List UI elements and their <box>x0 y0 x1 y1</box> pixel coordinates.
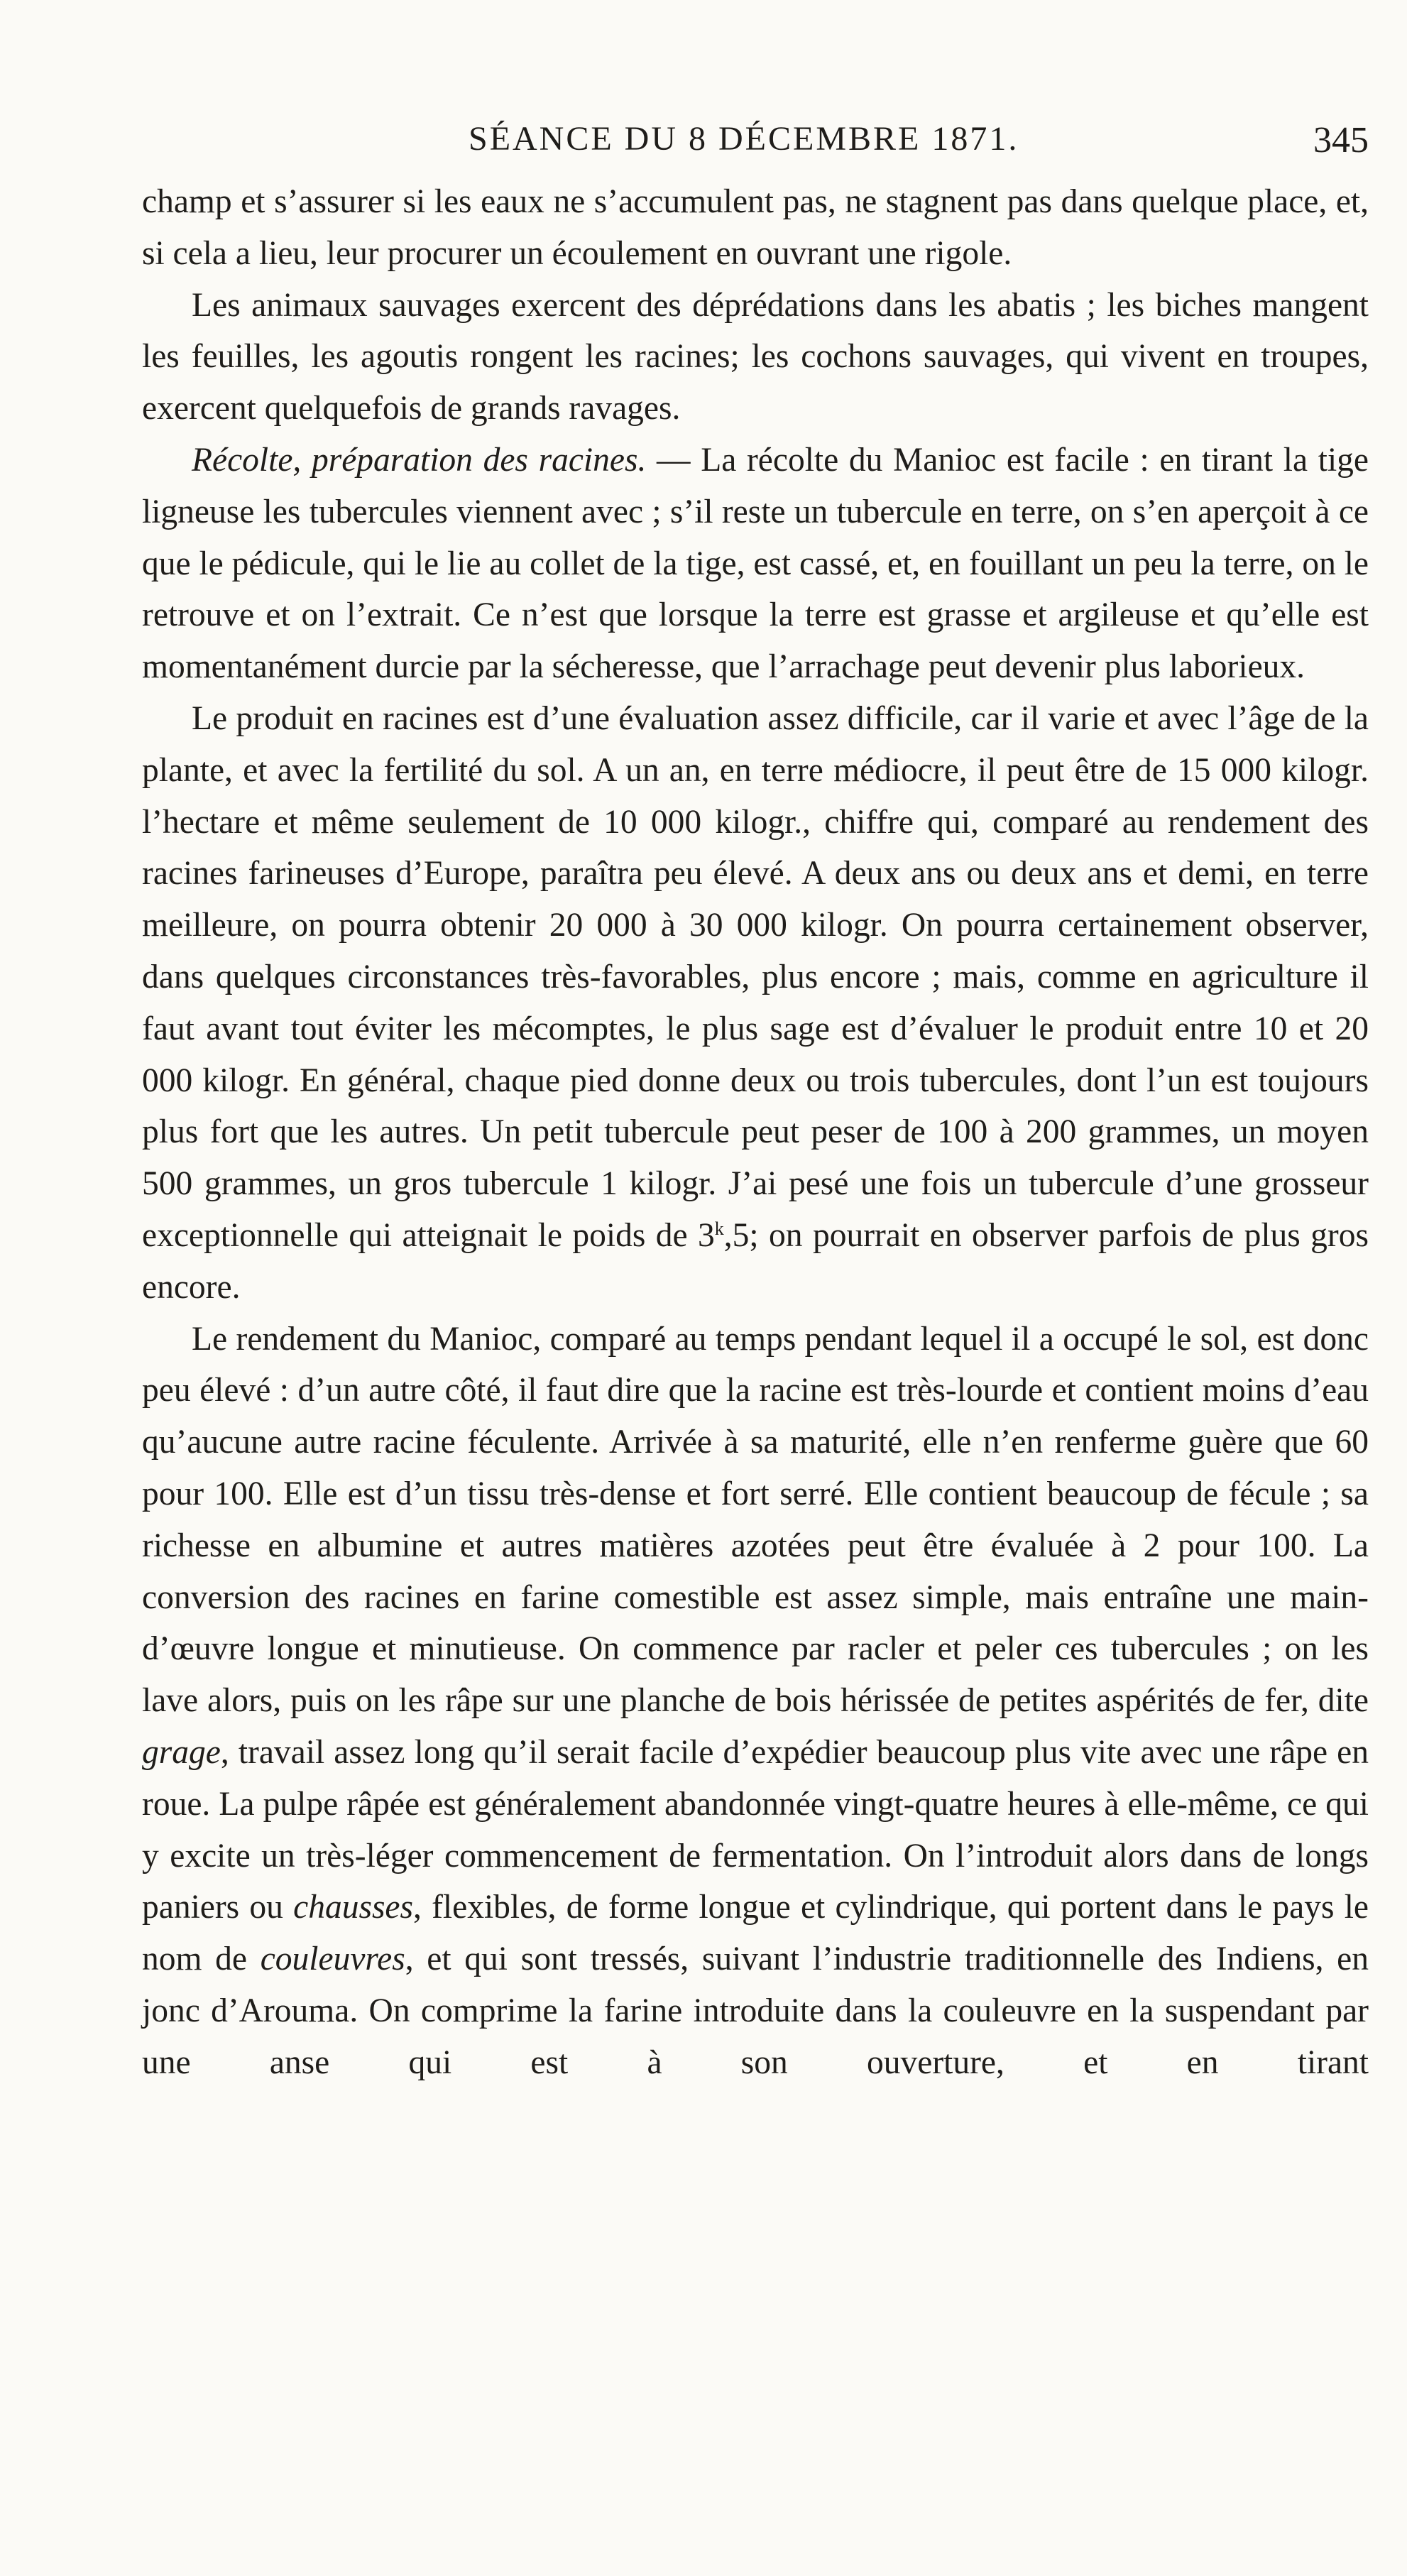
paragraph-text: champ et s’assurer si les eaux ne s’accumulent pas, ne stagnent pas dans quelque place, et, si cela a lieu, leur procurer un écoulement en ouvrant une rigole. <box>142 183 1369 272</box>
italic-term-couleuvres: couleuvres <box>260 1941 405 1978</box>
paragraph-rendement <box>142 1314 1369 2089</box>
paragraph-text: , flexibles, de forme longue et cylindrique, qui portent dans le pays le nom de <box>142 1889 1369 1978</box>
paragraph-produit <box>142 693 1369 1314</box>
paragraph-text: — La récolte du Manioc est facile : en tirant la tige ligneuse les tubercules viennent avec ; s’il reste un tubercule en terre, on s’en aperçoit à ce que le pédicule, qui le lie au collet de la tige, est cassé, et, en fouillant un peu la terre, on le retrouve et on l’extrait. Ce n’est que lorsque la terre est grasse et argileuse et qu’elle est momentanément durcie par la sécheresse, que l’arrachage peut devenir plus laborieux. <box>142 441 1369 686</box>
italic-term-grage: grage <box>142 1733 221 1771</box>
paragraph-text: , et qui sont tressés, suivant l’industrie traditionnelle des Indiens, en jonc d’Arouma. On comprime la farine introduite dans la couleuvre en la suspendant par une anse qui est à son ouverture, et en tirant <box>142 1941 1369 2081</box>
italic-term-chausses: chausses <box>293 1889 413 1926</box>
superscript-unit: k <box>714 1218 724 1239</box>
page-header <box>142 119 1369 169</box>
paragraph-text: Le produit en racines est d’une évaluation assez difficile, car il varie et avec l’âge de la plante, et avec la fertilité du sol. A un an, en terre médiocre, il peut être de 15 000 kilogr. l’hectare et même seulement de 10 000 kilogr., chiffre qui, comparé au rendement des racines farineuses d’Europe, paraîtra peu élevé. A deux ans ou deux ans et demi, en terre meilleure, on pourra obtenir 20 000 à 30 000 kilogr. On pourra certainement observer, dans quelques circonstances très-favorables, plus encore ; mais, comme en agriculture il faut avant tout éviter les mécomptes, le plus sage est d’évaluer le produit entre 10 et 20 000 kilogr. En général, chaque pied donne deux ou trois tubercules, dont l’un est toujours plus fort que les autres. Un petit tubercule peut peser de 100 à 200 grammes, un moyen 500 grammes, un gros tubercule 1 kilogr. J’ai pesé une fois un tubercule d’une grosseur exceptionnelle qui atteignait le poids de 3 <box>142 699 1369 1254</box>
paragraph-text: Les animaux sauvages exercent des déprédations dans les abatis ; les biches mangent les feuilles, les agoutis rongent les racines; les cochons sauvages, qui vivent en troupes, exercent quelquefois de grands ravages. <box>142 286 1369 427</box>
body-text <box>142 176 1369 2088</box>
paragraph-text: ,5; on pourrait en observer parfois de plus gros encore. <box>142 1216 1369 1306</box>
paragraph-continued <box>142 176 1369 280</box>
section-heading: Récolte, préparation des racines. <box>192 441 647 479</box>
running-title: SÉANCE DU 8 DÉCEMBRE 1871. <box>469 120 1019 158</box>
paragraph-recolte <box>142 435 1369 693</box>
paragraph-text: , travail assez long qu’il serait facile d’expédier beaucoup plus vite avec une râpe en roue. La pulpe râpée est généralement abandonnée vingt-quatre heures à elle-même, ce qui y excite un très-léger commencement de fermentation. On l’introduit alors dans de longs paniers ou <box>142 1733 1369 1926</box>
paragraph-animaux <box>142 280 1369 435</box>
paragraph-text: Le rendement du Manioc, comparé au temps pendant lequel il a occupé le sol, est donc peu élevé : d’un autre côté, il faut dire que la racine est très-lourde et contient moins d’eau qu’aucune autre racine féculente. Arrivée à sa maturité, elle n’en renferme guère que 60 pour 100. Elle est d’un tissu très-dense et fort serré. Elle contient beaucoup de fécule ; sa richesse en albumine et autres matières azotées peut être évaluée à 2 pour 100. La conversion des racines en farine comestible est assez simple, mais entraîne une main-d’œuvre longue et minutieuse. On commence par racler et peler ces tubercules ; on les lave alors, puis on les râpe sur une planche de bois hérissée de petites aspérités de fer, dite <box>142 1320 1369 1720</box>
page-number: 345 <box>1313 120 1369 160</box>
